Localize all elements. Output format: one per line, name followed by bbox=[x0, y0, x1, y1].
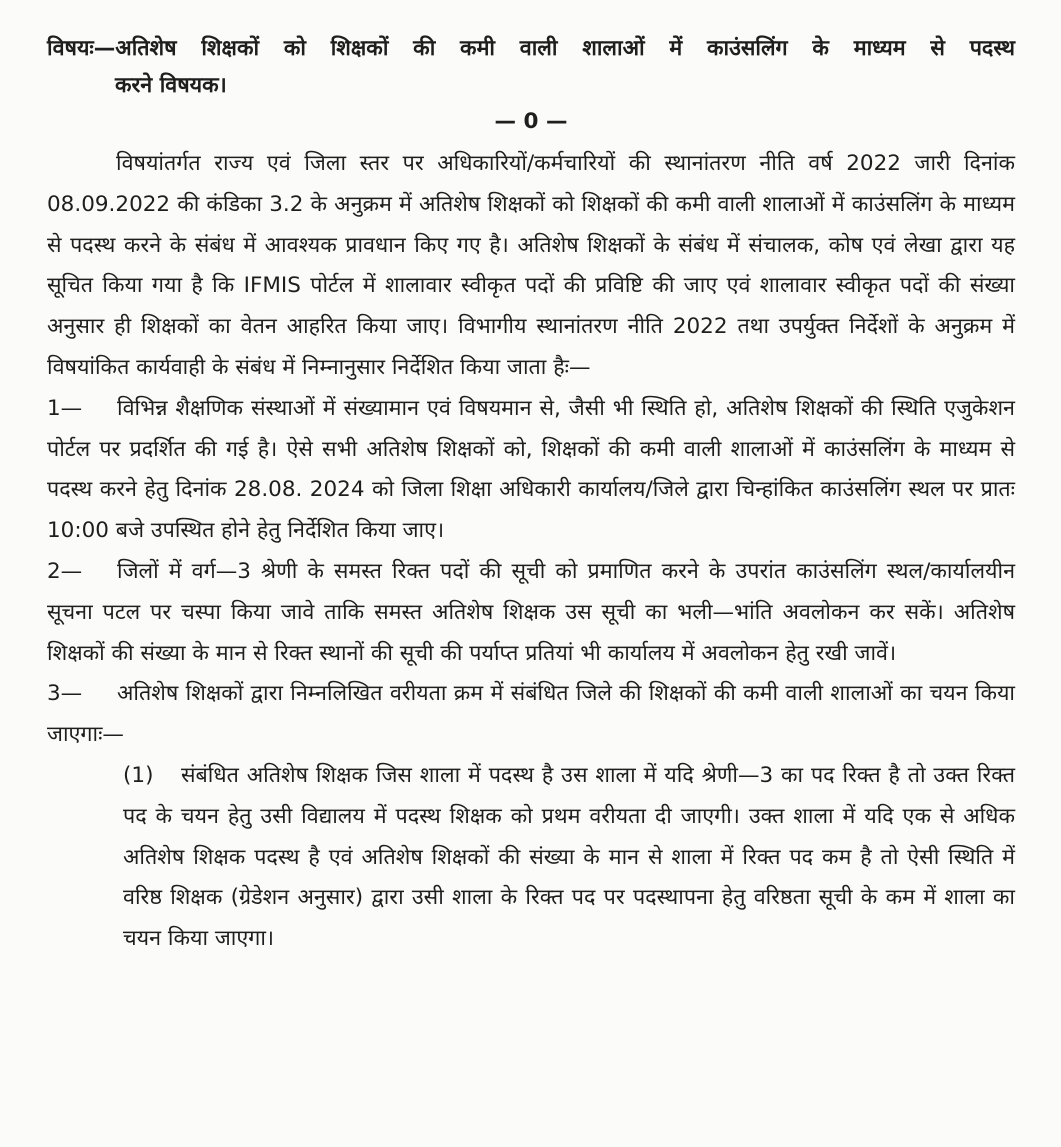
point-number: 1— bbox=[47, 395, 83, 421]
point-2 bbox=[47, 552, 1015, 674]
point-text: विभिन्न शैक्षणिक संस्थाओं में संख्यामान एवं विषयमान से, जैसी भी स्थिति हो, अतिशेष शिक्षकों की स्थिति एजुकेशन पोर्टल पर प्रदर्शित की गई है। ऐसे सभी अतिशेष शिक्षकों को, शिक्षकों की कमी वाली शालाओं में काउंसलिंग के माध्यम से पदस्थ करने हेतु दिनांक 28.08. 2024 को जिला शिक्षा अधिकारी कार्यालय/जिले द्वारा चिन्हांकित काउंसलिंग स्थल पर प्रातः 10:00 बजे उपस्थित होने हेतु निर्देशित किया जाए। bbox=[47, 395, 1015, 544]
subpoint-number: (1) bbox=[123, 762, 154, 788]
intro-paragraph: विषयांतर्गत राज्य एवं जिला स्तर पर अधिकारियों/कर्मचारियों की स्थानांतरण नीति वर्ष 2022 जारी दिनांक 08.09.2022 की कंडिका 3.2 के अनुक्रम में अतिशेष शिक्षकों को शिक्षकों की कमी वाली शालाओं में काउंसलिंग के माध्यम से पदस्थ करने के संबंध में आवश्यक प्रावधान किए गए है। अतिशेष शिक्षकों के संबंध में संचालक, कोष एवं लेखा द्वारा यह सूचित किया गया है कि IFMIS पोर्टल में शालावार स्वीकृत पदों की प्रविष्टि की जाए एवं शालावार स्वीकृत पदों की संख्या अनुसार ही शिक्षकों का वेतन आहरित किया जाए। विभागीय स्थानांतरण नीति 2022 तथा उपर्युक्त निर्देशों के अनुक्रम में विषयांकित कार्यवाही के संबंध में निम्नानुसार निर्देशित किया जाता हैः— bbox=[47, 151, 1015, 380]
point-3 bbox=[47, 674, 1015, 756]
subject-line-2: करने विषयक। bbox=[115, 73, 227, 98]
point-number: 3— bbox=[47, 681, 83, 707]
subpoint-text: संबंधित अतिशेष शिक्षक जिस शाला में पदस्थ है उस शाला में यदि श्रेणी—3 का पद रिक्त है तो उक्त रिक्त पद के चयन हेतु उसी विद्यालय में पदस्थ शिक्षक को प्रथम वरीयता दी जाएगी। उक्त शाला में यदि एक से अधिक अतिशेष शिक्षक पदस्थ है एवं अतिशेष शिक्षकों की संख्या के मान से शाला में रिक्त पद कम है तो ऐसी स्थिति में वरिष्ठ शिक्षक (ग्रेडेशन अनुसार) द्वारा उसी शाला के रिक्त पद पर पदस्थापना हेतु वरिष्ठता सूची के कम में शाला का चयन किया जाएगा। bbox=[123, 762, 1015, 952]
point-text: अतिशेष शिक्षकों द्वारा निम्नलिखित वरीयता क्रम में संबंधित जिले की शिक्षकों की कमी वाली शालाओं का चयन किया जाएगाः— bbox=[47, 681, 1015, 748]
subject-heading bbox=[47, 30, 1015, 104]
subpoint-1 bbox=[47, 756, 1015, 960]
point-number: 2— bbox=[47, 558, 83, 584]
separator: — 0 — bbox=[494, 109, 568, 134]
point-text: जिलों में वर्ग—3 श्रेणी के समस्त रिक्त पदों की सूची को प्रमाणित करने के उपरांत काउंसलिंग स्थल/कार्यालयीन सूचना पटल पर चस्पा किया जावे ताकि समस्त अतिशेष शिक्षक उस सूची का भली—भांति अवलोकन कर सकें। अतिशेष शिक्षकों की संख्या के मान से रिक्त स्थानों की सूची की पर्याप्त प्रतियां भी कार्यालय में अवलोकन हेतु रखी जावें। bbox=[47, 558, 1015, 666]
point-1 bbox=[47, 389, 1015, 552]
document-page bbox=[47, 30, 1015, 960]
subject-line-1: विषयः—अतिशेष शिक्षकों को शिक्षकों की कमी वाली शालाओं में काउंसलिंग के माध्यम से पदस्थ bbox=[47, 36, 1015, 61]
